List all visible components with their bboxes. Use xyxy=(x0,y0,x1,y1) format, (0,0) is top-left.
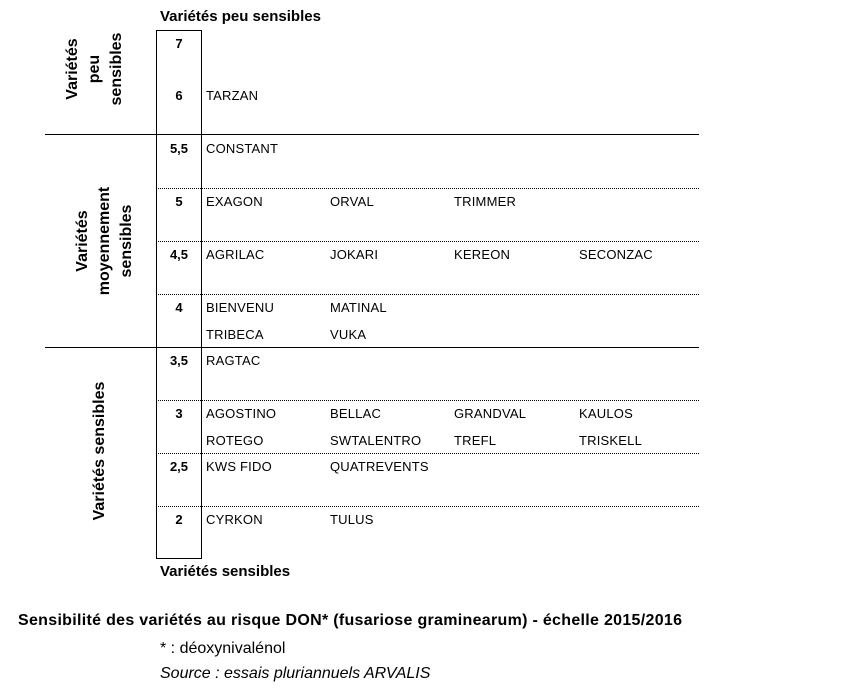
variety-name: CONSTANT xyxy=(206,141,279,156)
variety-name: EXAGON xyxy=(206,194,263,209)
score-label: 3,5 xyxy=(169,353,189,368)
score-separator xyxy=(156,453,699,454)
variety-name: TREFL xyxy=(454,433,497,448)
score-label: 2 xyxy=(175,512,183,527)
score-separator xyxy=(156,400,699,401)
variety-name: GRANDVAL xyxy=(454,406,527,421)
footnote: * : déoxynivalénol xyxy=(160,640,286,657)
group-label-line: Variétés xyxy=(64,38,81,100)
variety-name: KEREON xyxy=(454,247,511,262)
score-label: 3 xyxy=(175,406,183,421)
variety-name: TARZAN xyxy=(206,88,259,103)
group-separator xyxy=(45,134,699,135)
variety-name: JOKARI xyxy=(330,247,379,262)
variety-name: QUATREVENTS xyxy=(330,459,429,474)
group-label-line: sensibles xyxy=(118,204,135,278)
variety-name: AGOSTINO xyxy=(206,406,277,421)
variety-name: ORVAL xyxy=(330,194,374,209)
variety-name: ROTEGO xyxy=(206,433,264,448)
top-header: Variétés peu sensibles xyxy=(160,8,321,25)
variety-name: MATINAL xyxy=(330,300,387,315)
score-label: 4 xyxy=(175,300,183,315)
bottom-header: Variétés sensibles xyxy=(160,563,291,580)
score-separator xyxy=(156,294,699,295)
variety-name: SECONZAC xyxy=(579,247,653,262)
group-label-line: Variétés sensibles xyxy=(91,381,108,521)
source-note: Source : essais pluriannuels ARVALIS xyxy=(160,665,431,682)
group-separator xyxy=(45,347,699,348)
variety-name: TULUS xyxy=(330,512,374,527)
variety-name: CYRKON xyxy=(206,512,263,527)
variety-name: TRIMMER xyxy=(454,194,517,209)
variety-name: SWTALENTRO xyxy=(330,433,422,448)
score-label: 6 xyxy=(175,88,183,103)
variety-name: TRISKELL xyxy=(579,433,643,448)
variety-name: AGRILAC xyxy=(206,247,265,262)
score-label: 2,5 xyxy=(169,459,189,474)
group-label-line: sensibles xyxy=(108,32,125,106)
variety-name: RAGTAC xyxy=(206,353,261,368)
score-label: 7 xyxy=(175,36,183,51)
chart-title: Sensibilité des variétés au risque DON* (fusariose graminearum) - échelle 2015/2016 xyxy=(18,612,683,629)
score-separator xyxy=(156,241,699,242)
variety-name: VUKA xyxy=(330,327,367,342)
score-label: 5,5 xyxy=(169,141,189,156)
score-label: 5 xyxy=(175,194,183,209)
group-label-line: moyennement xyxy=(96,186,113,296)
variety-name: KWS FIDO xyxy=(206,459,272,474)
variety-name: BIENVENU xyxy=(206,300,275,315)
group-label-line: Variétés xyxy=(74,210,91,272)
variety-name: BELLAC xyxy=(330,406,382,421)
variety-name: KAULOS xyxy=(579,406,633,421)
variety-name: TRIBECA xyxy=(206,327,264,342)
score-label: 4,5 xyxy=(169,247,189,262)
group-label-line: peu xyxy=(86,54,103,84)
score-separator xyxy=(156,188,699,189)
score-separator xyxy=(156,506,699,507)
